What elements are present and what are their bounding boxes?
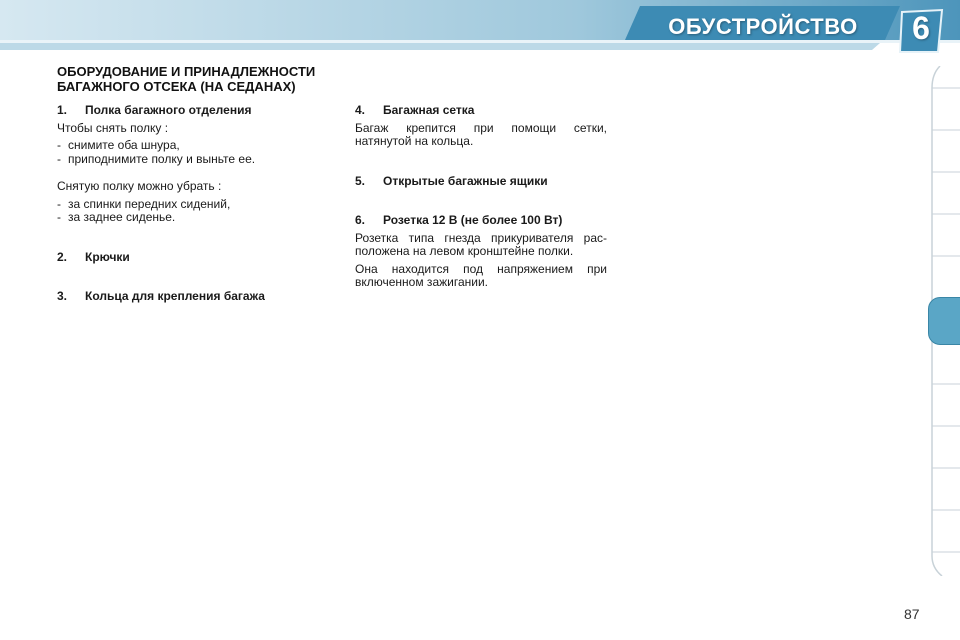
active-chapter-tab[interactable] [928, 297, 960, 345]
item-6-title: Розетка 12 В (не более 100 Вт) [383, 213, 563, 227]
item-1-intro: Чтобы снять полку : [57, 120, 169, 135]
right-column [355, 104, 607, 290]
section-title-line1: ОБОРУДОВАНИЕ И ПРИНАДЛЕЖНОСТИ [57, 64, 316, 79]
item-6-text-1: Розетка типа гнезда прикуривателя рас-положена на левом кронштейне полки. [355, 230, 607, 258]
list-item [57, 139, 309, 153]
item-3-heading [57, 290, 309, 304]
item-1-number: 1. [57, 103, 68, 117]
item-6-text-2: Она находится под напряжением при включенном зажигании. [355, 261, 607, 289]
item-1-heading [57, 104, 309, 118]
section-title [57, 64, 357, 94]
chapter-title: ОБУСТРОЙСТВО [668, 14, 858, 39]
dash-bullet: - [57, 151, 61, 166]
item-4-heading [355, 104, 607, 118]
item-1-bullet-3: за спинки передних сидений, [68, 196, 231, 211]
chapter-number: 6 [912, 10, 930, 46]
item-1-intro-2: Снятую полку можно убрать : [57, 179, 222, 193]
section-title-line2: БАГАЖНОГО ОТСЕКА (НА СЕДАНАХ) [57, 79, 296, 94]
item-6-number: 6. [355, 213, 366, 227]
list-item [57, 198, 309, 212]
item-2-title: Крючки [85, 249, 130, 264]
item-2-number: 2. [57, 249, 68, 264]
item-4-title: Багажная сетка [383, 103, 475, 117]
dash-bullet: - [57, 210, 61, 224]
dash-bullet: - [57, 196, 61, 211]
item-1-bullet-2: приподнимите полку и выньте ее. [68, 151, 256, 166]
item-1-bullet-1: снимите оба шнура, [68, 138, 180, 152]
item-3-number: 3. [57, 289, 68, 303]
item-5-heading [355, 175, 607, 189]
item-4-text: Багаж крепится при помощи сетки, натянутой на кольца. [355, 120, 607, 148]
left-column [57, 104, 309, 304]
item-1-title: Полка багажного отделения [85, 103, 252, 117]
list-item [57, 211, 309, 225]
item-3-title: Кольца для крепления багажа [85, 289, 265, 303]
item-2-heading [57, 251, 309, 265]
item-6-heading [355, 214, 607, 228]
list-item [57, 153, 309, 167]
item-5-title: Открытые багажные ящики [383, 173, 548, 188]
page-number: 87 [904, 606, 920, 622]
item-4-number: 4. [355, 103, 366, 117]
dash-bullet: - [57, 138, 61, 152]
item-1-bullet-4: за заднее сиденье. [68, 210, 176, 224]
item-5-number: 5. [355, 173, 366, 188]
